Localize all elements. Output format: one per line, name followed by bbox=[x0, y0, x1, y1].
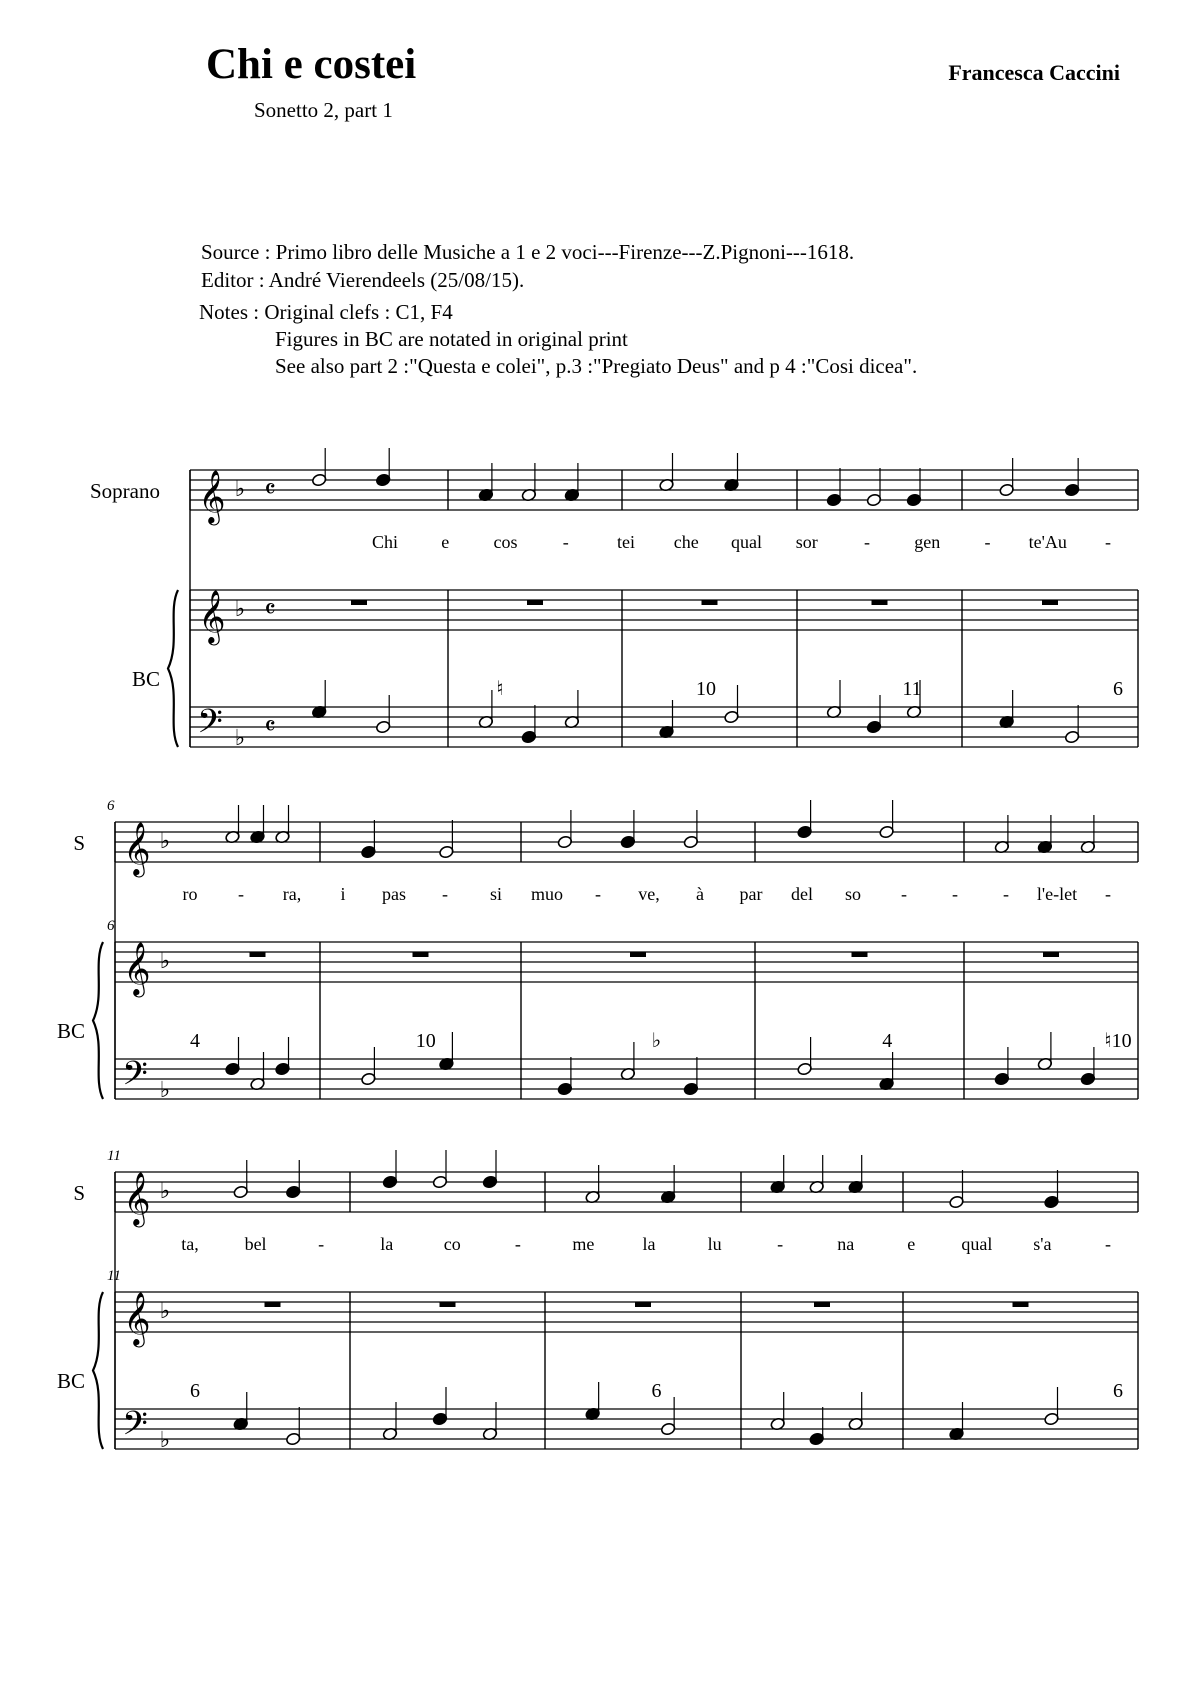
whole-rest bbox=[702, 600, 718, 605]
lyric-syllable: ta, bbox=[181, 1234, 199, 1254]
whole-rest bbox=[413, 952, 429, 957]
whole-rest bbox=[1043, 952, 1059, 957]
lyric-syllable: - bbox=[514, 1234, 521, 1254]
lyric-syllable: e bbox=[907, 1234, 916, 1254]
staff-brace bbox=[168, 590, 178, 747]
treble-clef: 𝄞 bbox=[123, 821, 151, 875]
measure-number: 6 bbox=[107, 798, 115, 814]
lyric-syllable: lu bbox=[707, 1234, 722, 1254]
key-flat: ♭ bbox=[159, 1299, 171, 1324]
lyric-syllable: Chi bbox=[371, 532, 399, 552]
lyric-syllable: - bbox=[562, 532, 569, 552]
lyric-syllable: co bbox=[443, 1234, 461, 1254]
time-signature-common: 𝄴 bbox=[264, 595, 276, 625]
lyric-syllable: - bbox=[1003, 884, 1009, 904]
score-subtitle: Sonetto 2, part 1 bbox=[254, 98, 393, 122]
voice-label: S bbox=[73, 831, 85, 855]
time-signature-common: 𝄴 bbox=[264, 712, 276, 742]
whole-rest bbox=[265, 1302, 281, 1307]
bass-clef: 𝄢 bbox=[122, 1055, 148, 1101]
bc-label: BC bbox=[56, 1019, 85, 1043]
lyric-syllable: si bbox=[489, 884, 503, 904]
composer-name: Francesca Caccini bbox=[948, 60, 1120, 85]
key-flat: ♭ bbox=[159, 1078, 171, 1103]
voice-label: S bbox=[73, 1181, 85, 1205]
lyric-syllable: pas bbox=[382, 884, 406, 904]
lyric-syllable: ve, bbox=[638, 884, 660, 904]
lyric-syllable: del bbox=[791, 884, 813, 904]
lyric-syllable: - bbox=[952, 884, 958, 904]
lyric-syllable: gen bbox=[914, 532, 941, 552]
lyric-syllable: - bbox=[318, 1234, 325, 1254]
figured-bass: ♮ bbox=[496, 678, 504, 700]
figured-bass: 6 bbox=[190, 1380, 200, 1402]
source-line: Source : Primo libro delle Musiche a 1 e 2 voci---Firenze---Z.Pignoni---1618. bbox=[201, 240, 855, 264]
figured-bass: 4 bbox=[882, 1030, 893, 1052]
lyric-syllable: - bbox=[238, 884, 244, 904]
whole-rest bbox=[440, 1302, 456, 1307]
figured-bass: 6 bbox=[1113, 1380, 1123, 1402]
treble-clef: 𝄞 bbox=[198, 469, 226, 523]
notes-line-2: Figures in BC are notated in original print bbox=[275, 327, 628, 351]
figured-bass: 10 bbox=[415, 1030, 436, 1052]
lyric-syllable: la bbox=[642, 1234, 656, 1254]
lyric-syllable: - bbox=[442, 884, 448, 904]
key-flat: ♭ bbox=[234, 726, 246, 751]
figured-bass: 10 bbox=[696, 678, 716, 700]
lyric-syllable: s'a bbox=[1033, 1234, 1052, 1254]
whole-rest bbox=[814, 1302, 830, 1307]
lyric-syllable: i bbox=[340, 884, 346, 904]
bc-label: BC bbox=[131, 667, 160, 691]
lyric-syllable: - bbox=[777, 1234, 784, 1254]
bass-clef: 𝄢 bbox=[197, 703, 223, 749]
lyric-syllable: e bbox=[441, 532, 450, 552]
lyric-syllable: - bbox=[864, 532, 870, 552]
key-flat: ♭ bbox=[159, 1428, 171, 1453]
lyric-syllable: - bbox=[901, 884, 907, 904]
treble-clef: 𝄞 bbox=[123, 1291, 151, 1345]
figured-bass: ♮10 bbox=[1104, 1030, 1132, 1052]
key-flat: ♭ bbox=[234, 597, 246, 622]
figured-bass: 6 bbox=[1113, 678, 1123, 700]
bc-label: BC bbox=[56, 1369, 85, 1393]
lyric-syllable: qual bbox=[731, 532, 762, 552]
measure-number: 11 bbox=[107, 1268, 121, 1284]
measure-number: 6 bbox=[107, 918, 115, 934]
lyric-syllable: te'Au bbox=[1028, 532, 1067, 552]
lyric-syllable: - bbox=[984, 532, 991, 552]
lyric-syllable: me bbox=[572, 1234, 595, 1254]
lyric-syllable: - bbox=[595, 884, 601, 904]
key-flat: ♭ bbox=[234, 477, 246, 502]
voice-label: Soprano bbox=[90, 479, 160, 503]
staff-brace bbox=[93, 942, 103, 1099]
staff-brace bbox=[93, 1292, 103, 1449]
key-flat: ♭ bbox=[159, 1179, 171, 1204]
whole-rest bbox=[1042, 600, 1058, 605]
treble-clef: 𝄞 bbox=[123, 1171, 151, 1225]
treble-clef: 𝄞 bbox=[123, 941, 151, 995]
whole-rest bbox=[250, 952, 266, 957]
editor-line: Editor : André Vierendeels (25/08/15). bbox=[201, 268, 525, 292]
lyric-syllable: na bbox=[837, 1234, 855, 1254]
lyric-syllable: tei bbox=[617, 532, 635, 552]
lyric-syllable: bel bbox=[244, 1234, 267, 1254]
figured-bass: 6 bbox=[651, 1380, 662, 1402]
whole-rest bbox=[872, 600, 888, 605]
lyric-syllable: à bbox=[696, 884, 704, 904]
lyric-syllable: che bbox=[673, 532, 699, 552]
treble-clef: 𝄞 bbox=[198, 589, 226, 643]
figured-bass: ♭ bbox=[651, 1030, 662, 1052]
lyric-syllable: sor bbox=[795, 532, 818, 552]
key-flat: ♭ bbox=[159, 949, 171, 974]
measure-number: 11 bbox=[107, 1148, 121, 1164]
lyric-syllable: ro bbox=[182, 884, 198, 904]
lyric-syllable: - bbox=[1105, 1234, 1111, 1254]
lyric-syllable: cos bbox=[493, 532, 518, 552]
lyric-syllable: - bbox=[1105, 532, 1111, 552]
whole-rest bbox=[1013, 1302, 1029, 1307]
lyric-syllable: ra, bbox=[282, 884, 302, 904]
lyric-syllable: - bbox=[1105, 884, 1111, 904]
figured-bass: 4 bbox=[190, 1030, 200, 1052]
notes-line-1: Notes : Original clefs : C1, F4 bbox=[199, 300, 453, 324]
lyric-syllable: l'e-let bbox=[1036, 884, 1078, 904]
score-title: Chi e costei bbox=[206, 41, 417, 88]
key-flat: ♭ bbox=[159, 829, 171, 854]
lyric-syllable: muo bbox=[530, 884, 564, 904]
whole-rest bbox=[527, 600, 543, 605]
time-signature-common: 𝄴 bbox=[264, 475, 276, 505]
lyric-syllable: la bbox=[380, 1234, 394, 1254]
lyric-syllable: par bbox=[739, 884, 763, 904]
whole-rest bbox=[351, 600, 367, 605]
figured-bass: 11 bbox=[902, 678, 922, 700]
notes-line-3: See also part 2 :"Questa e colei", p.3 :"Pregiato Deus" and p 4 :"Cosi dicea". bbox=[275, 354, 918, 378]
whole-rest bbox=[635, 1302, 651, 1307]
whole-rest bbox=[852, 952, 868, 957]
bass-clef: 𝄢 bbox=[122, 1405, 148, 1451]
lyric-syllable: so bbox=[844, 884, 862, 904]
lyric-syllable: qual bbox=[961, 1234, 993, 1254]
whole-rest bbox=[630, 952, 646, 957]
